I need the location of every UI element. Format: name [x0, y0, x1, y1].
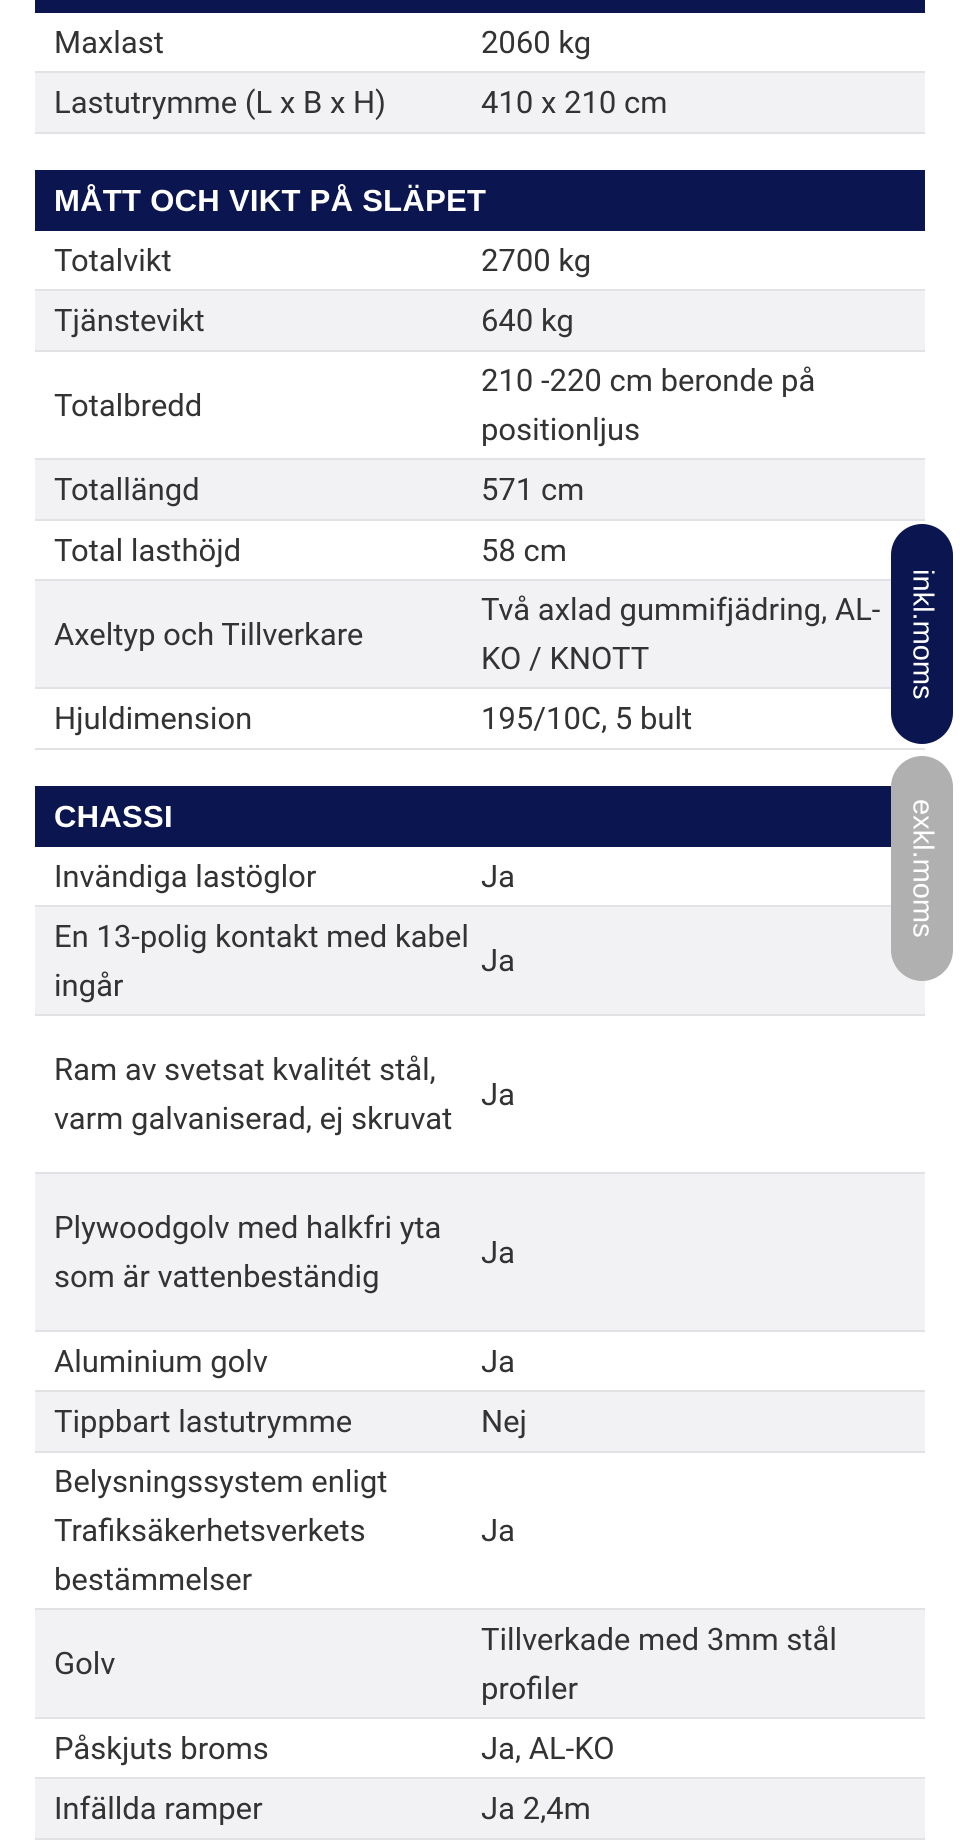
table-row — [35, 1332, 925, 1392]
row-value: 210 -220 cm beronde på positionljus — [481, 362, 816, 448]
section-title: CHASSI — [35, 786, 925, 847]
table-row — [35, 13, 925, 73]
row-value: Ja, AL-KO — [481, 1729, 615, 1767]
spec-table — [35, 0, 925, 1840]
table-row — [35, 291, 925, 352]
price-incl-vat-label: inkl.moms — [906, 568, 939, 700]
table-row — [35, 847, 925, 907]
row-label: En 13-polig kontakt med kabel ingår — [54, 917, 469, 1004]
price-excl-vat-tab[interactable] — [891, 756, 953, 981]
row-label: Plywoodgolv med halkfri yta som är vattenbeständig — [54, 1209, 442, 1295]
row-value: Nej — [481, 1403, 527, 1440]
row-value: Ja — [481, 857, 515, 895]
section-title: MÅTT OCH VIKT PÅ SLÄPET — [35, 170, 925, 231]
table-row — [35, 460, 925, 521]
row-label: Totalvikt — [54, 241, 172, 279]
section-header-cutoff — [35, 0, 925, 13]
row-value: Ja — [481, 942, 515, 979]
section-spacer — [35, 750, 925, 786]
table-row — [35, 1719, 925, 1779]
row-value: 571 cm — [481, 471, 585, 508]
table-row — [35, 689, 925, 750]
row-value: Ja — [481, 1342, 515, 1380]
row-label: Axeltyp och Tillverkare — [54, 615, 364, 653]
row-label: Tippbart lastutrymme — [54, 1403, 353, 1440]
row-label: Tjänstevikt — [54, 302, 205, 339]
row-value: Ja — [481, 1233, 515, 1271]
table-row — [35, 1016, 925, 1174]
row-label: Golv — [54, 1645, 116, 1682]
table-row — [35, 581, 925, 689]
table-row — [35, 1610, 925, 1719]
row-label: Belysningssystem enligt Trafiksäkerhetsverkets bestämmelser — [54, 1463, 388, 1598]
row-value: Två axlad gummifjädring, AL-KO / KNOTT — [481, 591, 881, 677]
row-value: Ja — [481, 1075, 515, 1113]
table-row — [35, 907, 925, 1016]
price-incl-vat-tab[interactable] — [891, 524, 953, 744]
row-value: 2700 kg — [481, 241, 592, 279]
row-value: Ja 2,4m — [481, 1790, 591, 1827]
table-row — [35, 1174, 925, 1332]
row-label: Aluminium golv — [54, 1342, 268, 1380]
row-label: Invändiga lastöglor — [54, 857, 317, 895]
price-excl-vat-label: exkl.moms — [906, 799, 939, 938]
row-label: Maxlast — [54, 23, 164, 61]
row-value: Tillverkade med 3mm stål profiler — [481, 1620, 837, 1707]
row-value: 195/10C, 5 bult — [481, 700, 693, 737]
table-row — [35, 231, 925, 291]
table-row — [35, 352, 925, 460]
row-value: 2060 kg — [481, 23, 592, 61]
table-row — [35, 1392, 925, 1453]
table-row — [35, 73, 925, 134]
row-label: Påskjuts broms — [54, 1729, 269, 1767]
row-label: Total lasthöjd — [54, 531, 242, 569]
row-value: 410 x 210 cm — [481, 84, 668, 121]
row-label: Lastutrymme (L x B x H) — [54, 84, 386, 121]
row-label: Ram av svetsat kvalitét stål, varm galvaniserad, ej skruvat — [54, 1051, 453, 1137]
table-row — [35, 1453, 925, 1610]
row-value: 58 cm — [481, 531, 567, 569]
row-value: 640 kg — [481, 302, 574, 339]
row-label: Totallängd — [54, 471, 200, 508]
table-row — [35, 521, 925, 581]
table-row — [35, 1779, 925, 1840]
row-label: Hjuldimension — [54, 700, 253, 737]
row-label: Infällda ramper — [54, 1790, 263, 1827]
row-label: Totalbredd — [54, 386, 203, 424]
row-value: Ja — [481, 1512, 515, 1549]
section-spacer — [35, 134, 925, 170]
